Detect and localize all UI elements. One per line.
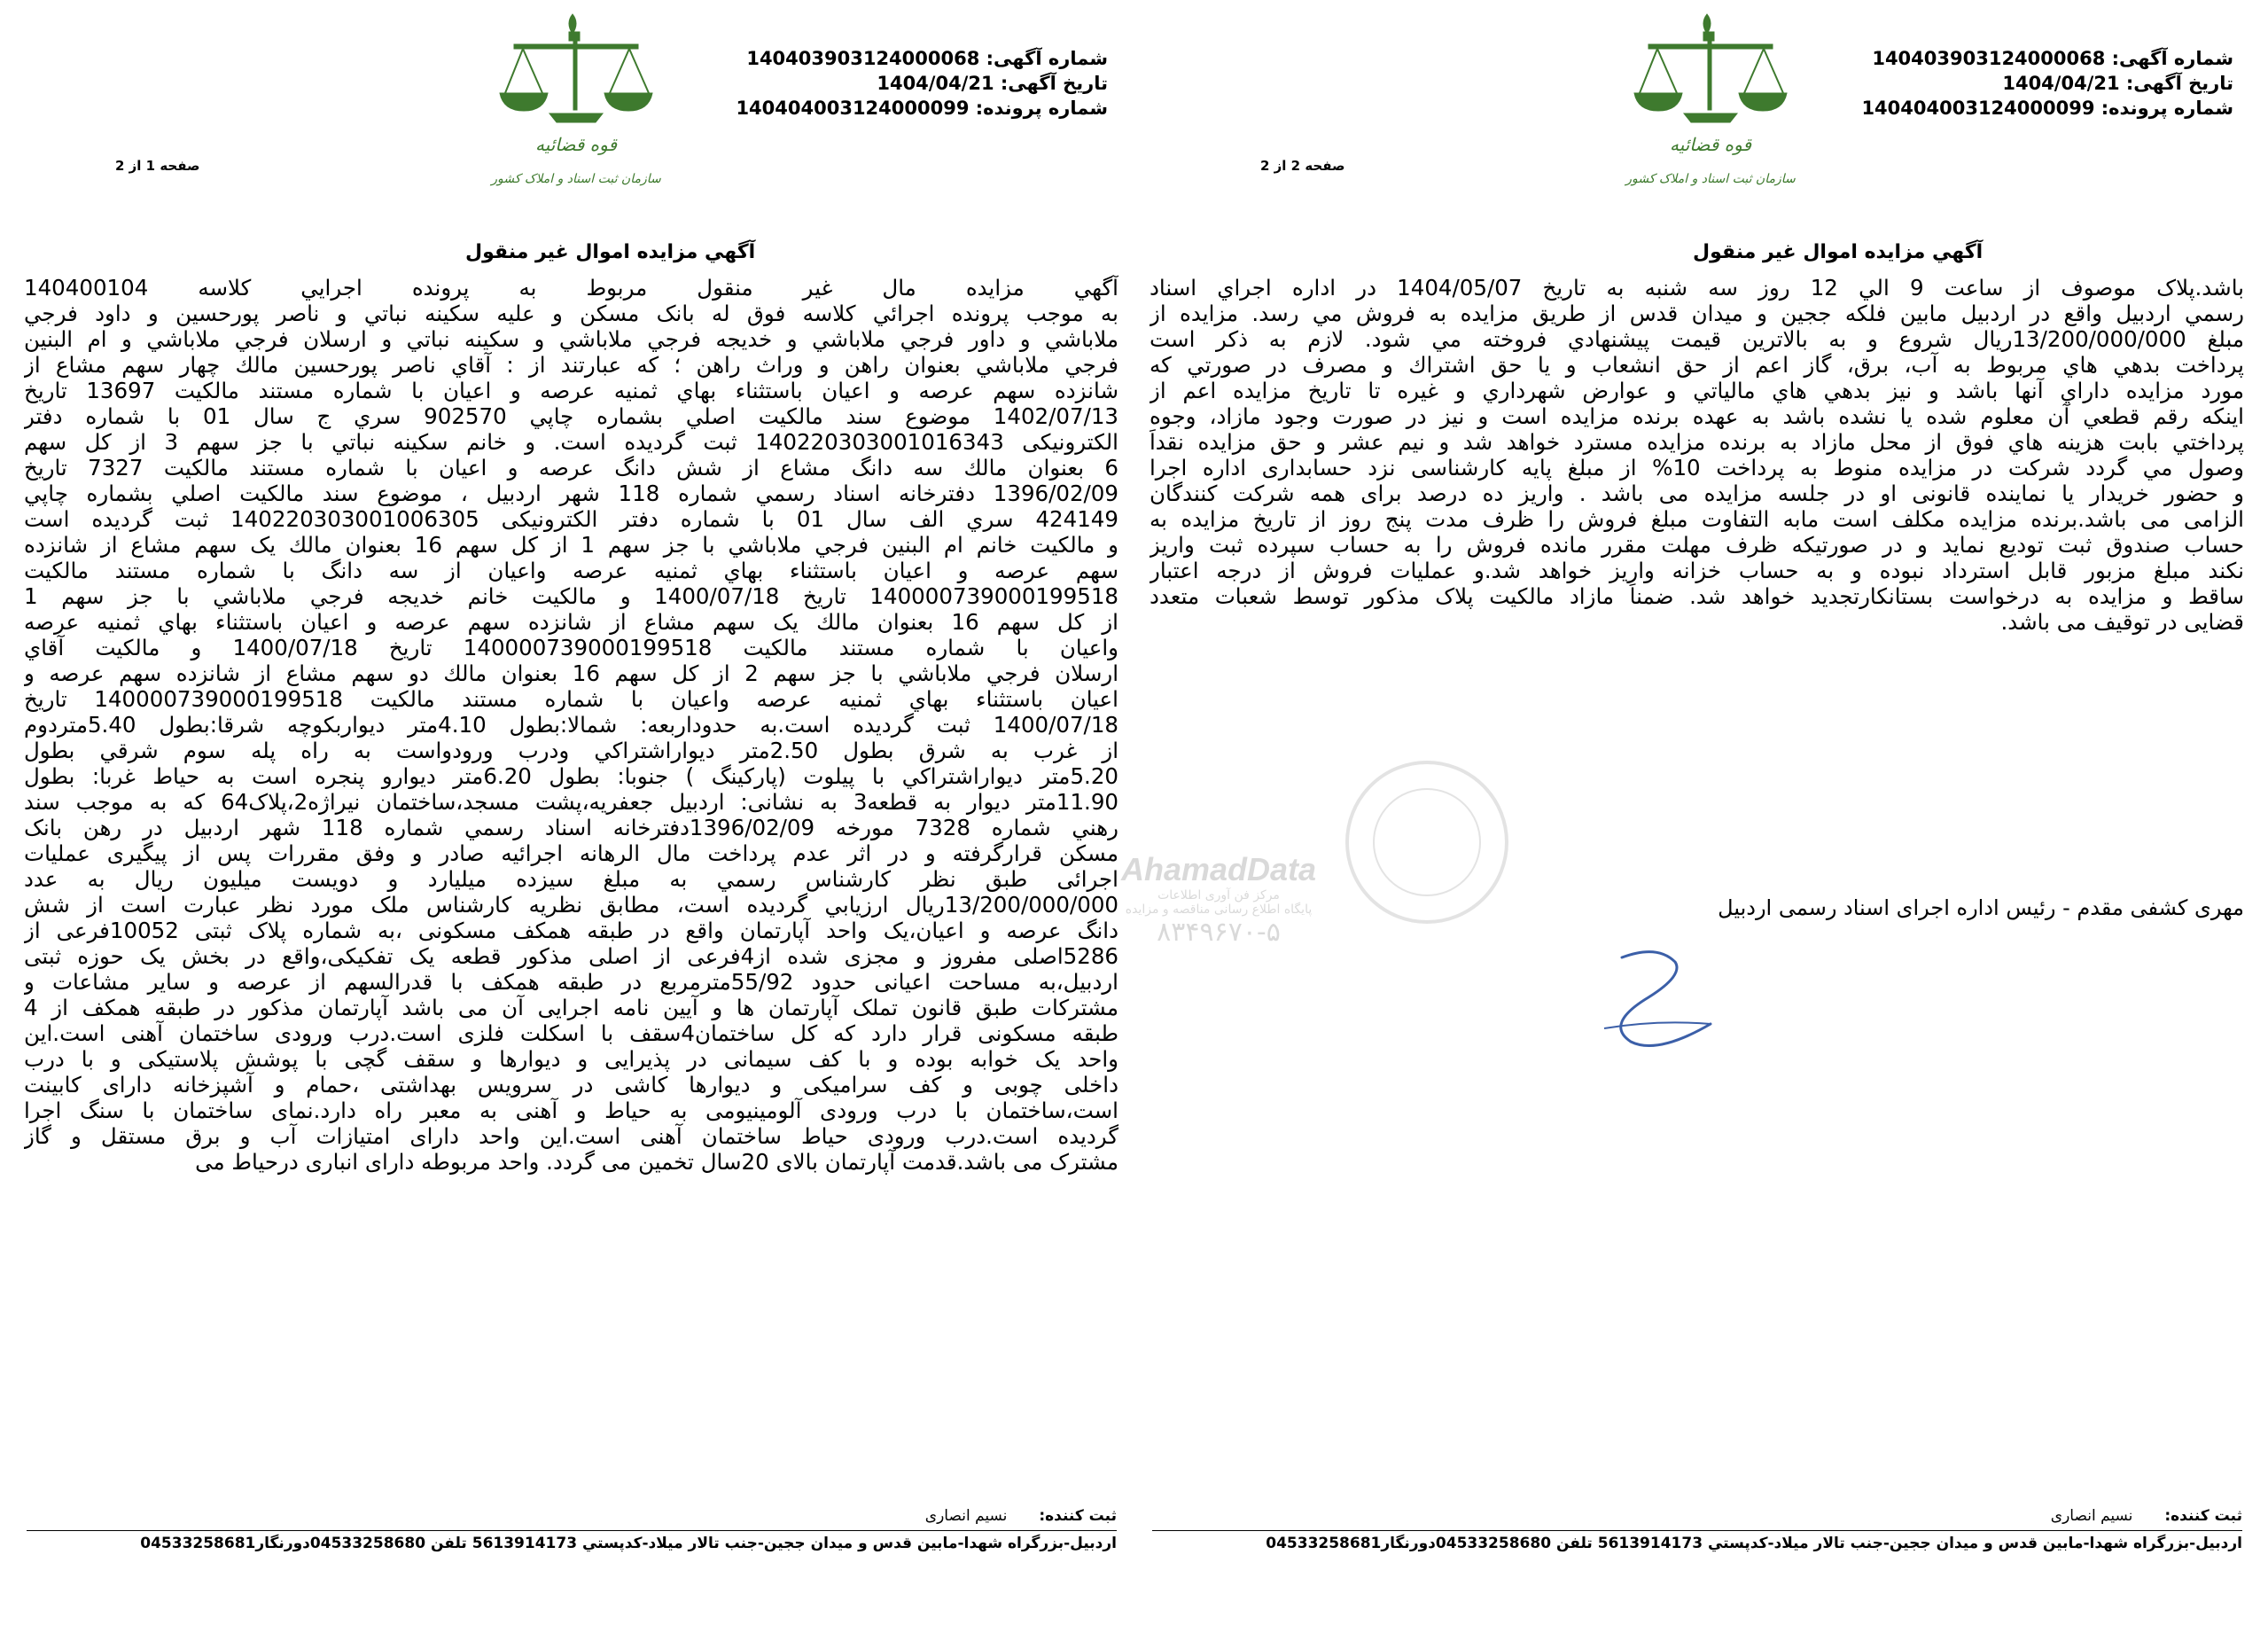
handwritten-signature-icon	[1569, 940, 1746, 1064]
body-line: وصول مي گردد شركت در مزايده منوط به پرداخت 10% از مبلغ پايه كارشناسی نزد حسابداری اداره اجرا	[1150, 455, 2244, 481]
body-line: سهم عرصه و اعيان باستثناء بهاي ثمنيه عرصه واعيان از سه دانگ با شماره مستند مالكيت	[24, 558, 1118, 583]
body-line: 6 بعنوان مالك سه دانگ مشاع از شش دانگ عرصه و اعيان با شماره مستند مالكيت 7327 تاريخ	[24, 455, 1118, 481]
body-line: پرداختي بابت هزينه هاي فوق از محل مازاد به برنده مزايده مسترد خواهد شد و نيم عشر و حق مزايده نقداً	[1150, 429, 2244, 455]
body-line: حساب صندوق ثبت توديع نمايد و در صورتيكه ظرف مهلت مقرر مانده فروش را به حساب سپرده ثبت واريز	[1150, 532, 2244, 558]
svg-text:سازمان ثبت اسناد و املاک کشور: سازمان ثبت اسناد و املاک کشور	[491, 172, 661, 186]
faded-stamp-icon	[1338, 754, 1516, 931]
body-line: مبلغ 13/200/000/000ريال شروع و به بالاترين قيمت پيشنهادي فروخته مي شود. لازم به ذكر است	[1150, 326, 2244, 352]
body-line: فرجي ملاباشي بعنوان راهن و وراث راهن ؛ كه عبارتند از : آقاي ناصر پورحسين مالك چهار سهم مشاع از	[24, 352, 1118, 378]
watermark-logo: AhamadData مرکز فن آوری اطلاعات پایگاه اطلاع رسانی مناقصه و مزایده ۸۳۴۹۶۷۰-۵	[1120, 851, 1317, 948]
body-line: آگهي مزايده مال غير منقول مربوط به پرونده اجرايي كلاسه 140400104	[24, 275, 1118, 301]
svg-text:سازمان ثبت اسناد و املاک کشور: سازمان ثبت اسناد و املاک کشور	[1625, 172, 1796, 186]
ad-date-row: تاریخ آگهی: 1404/04/21	[877, 73, 1108, 94]
body-line: باشد.پلاک موصوف از ساعت 9 الي 12 روز سه شنبه به تاريخ 1404/05/07 در اداره اجراي اسناد	[1150, 275, 2244, 301]
svg-text:قوه قضائیه: قوه قضائیه	[1669, 134, 1752, 155]
body-line: 424149 سري الف سال 01 با شماره دفتر الكترونيكی 140220303001006305 ثبت گرديده است	[24, 506, 1118, 532]
svg-text:قوه قضائیه: قوه قضائیه	[534, 134, 618, 155]
body-line: به موجب پرونده اجرائي كلاسه فوق له بانک مسکن و عليه سكينه نباتي و ناصر پورحسين و داود فرجي	[24, 301, 1118, 326]
body-line: و مالكيت خانم ام البنين فرجي ملاباشي با جز سهم 1 از كل سهم 16 بعنوان مالك يک سهم مشاع از شانزده	[24, 532, 1118, 558]
page-footer	[1152, 1507, 2242, 1552]
judiciary-emblem-logo	[1622, 9, 1799, 204]
body-line: مورد مزايده داراي آنها باشد و نيز بدهي هاي مالياتي و عوارض شهرداري و غيره تا تاريخ مزايده اعم از	[1150, 378, 2244, 403]
body-line: اينكه رقم قطعي آن معلوم شده يا نشده باشد به عهده برنده مزايده است و نيز در صورت وجود مازاد، وجوه	[1150, 403, 2244, 429]
body-line: مشتركات طبق قانون تملک آپارتمان ها و آيين نامه اجرايی آن می باشد آپارتمان مذكور در طبقه همكف از 4	[24, 995, 1118, 1020]
judiciary-emblem-logo	[487, 9, 665, 204]
body-line: اردبيل،به مساحت اعيانی حدود 55/92مترمربع در طبقه همكف با قدرالسهم از عرصه و ساير مشاعات و	[24, 969, 1118, 995]
body-line: ارسلان فرجي ملاباشي با جز سهم 2 از كل سهم 16 بعنوان مالك دو سهم مشاع از شانزده سهم عرصه و	[24, 660, 1118, 686]
body-line: 5.20متر ديواراشتراكي با پيلوت (پاركينگ ) جنوبا: بطول 6.20متر ديوارو پنجره است به حياط غربا: بطول	[24, 763, 1118, 789]
ad-meta-block	[736, 46, 1108, 121]
page-number: صفحه 2 از 2	[1260, 158, 1345, 174]
ad-meta-block	[1861, 46, 2233, 121]
page-footer	[27, 1507, 1117, 1552]
office-address: اردبيل-بزرگراه شهدا-مابين قدس و ميدان ججين-جنب تالار ميلاد-كدپستي 5613914173 تلفن 04533258680دورنگار04533258681	[140, 1535, 1117, 1552]
file-number-row: شماره پرونده: 140404003124000099	[1861, 98, 2233, 119]
body-line: دانگ عرصه و اعيان،يک واحد آپارتمان واقع در طبقه همكف مسكونی ،به شماره پلاک ثبتی 10052فرعی از	[24, 918, 1118, 943]
body-line: اعيان باستثناء بهاي ثمنيه عرصه واعيان با شماره مستند مالكيت 140000739000199518 تاريخ	[24, 686, 1118, 712]
body-line: قضايی در توقيف می باشد.	[2000, 609, 2244, 635]
body-line: است،ساختمان با درب ورودی آلومينيومی به حياط و آهنی به معبر راه دارد.نمای ساختمان با سنگ اجرا	[24, 1098, 1118, 1123]
body-line: ملاباشي و داور فرجي ملاباشي و خديجه فرجي ملاباشي و سكينه نباتي و ارسلان فرجي ملاباشي و ام البنين	[24, 326, 1118, 352]
body-line: نكند مبلغ مزبور قابل استرداد نبوده و به حساب خزانه واريز خواهد شد.و عمليات فروش از درجه اعتبار	[1150, 558, 2244, 583]
body-line: پرداخت بدهي هاي مربوط به آب، برق، گاز اعم از حق انشعاب و يا حق اشتراك و مصرف در صورتي كه	[1150, 352, 2244, 378]
announcement-page-1	[18, 0, 1126, 1633]
file-number-row: شماره پرونده: 140404003124000099	[736, 98, 1108, 119]
body-line: اجرائی طبق نظر كارشناس رسمي به مبلغ سيزده ميليارد و دويست ميليون ريال به عدد	[24, 866, 1118, 892]
announcement-title: آگهي مزايده اموال غير منقول	[465, 241, 756, 263]
body-line: مسكن قرارگرفته و در اثر عدم پرداخت مال الرهانه اجرائيه صادر و وفق مقررات پس از پيگيری عمليات	[24, 840, 1118, 866]
body-line: 13/200/000/000ريال ارزيابي گرديده است، مطابق نظريه كارشناس ملک مورد نظر عبارت است از شش	[24, 892, 1118, 918]
body-line: رهني شماره 7328 مورخه 1396/02/09دفترخانه اسناد رسمي شماره 118 شهر اردبيل در رهن بانک	[24, 815, 1118, 840]
announcement-page-2	[1120, 0, 2251, 1633]
body-line: گرديده است.درب ورودی حياط ساختمان آهنی است.اين واحد دارای امتيازات آب و برق مستقل و گاز	[24, 1123, 1118, 1149]
page-number: صفحه 1 از 2	[115, 158, 200, 174]
body-line: داخلی چوبی و كف سراميكی و ديوارها كاشی در سرويس بهداشتی ،حمام و آشپزخانه دارای كابينت	[24, 1072, 1118, 1098]
announcement-body	[24, 275, 1118, 1175]
signatory-line: مهری كشفی مقدم - رئيس اداره اجرای اسناد رسمی اردبيل	[1718, 895, 2244, 920]
body-line: رسمي اردبيل واقع در اردبيل مابين فلكه ججين و ميدان قدس از طريق مزايده به فروش مي رسد. مزايده از	[1150, 301, 2244, 326]
body-line: 1402/07/13 موضوع سند مالكيت اصلي بشماره چاپي 902570 سري ج سال 01 با شماره دفتر	[24, 403, 1118, 429]
body-line: از غرب به شرق بطول 2.50متر ديواراشتراكي ودرب ورودواست به راه پله سوم شرقي بطول	[24, 738, 1118, 763]
office-address: اردبيل-بزرگراه شهدا-مابين قدس و ميدان ججين-جنب تالار ميلاد-كدپستي 5613914173 تلفن 04533258680دورنگار04533258681	[1266, 1535, 2242, 1552]
announcement-body	[1150, 275, 2244, 635]
announcement-title: آگهي مزايده اموال غير منقول	[1693, 241, 1984, 263]
body-line: واحد يک خوابه بوده و با كف سيمانی در پذيرايی و ديوارها و سقف گچی با پوشش پلاستيكی و با درب	[24, 1046, 1118, 1072]
body-line: 11.90متر ديوار به قطعه3 به نشانی: اردبيل جعفريه،پشت مسجد،ساختمان نيراژه2،پلاک64 كه به موجب سند	[24, 789, 1118, 815]
body-line: از كل سهم 16 بعنوان مالك يک سهم مشاع از شانزده سهم عرصه و اعيان باستثناء بهاي ثمنيه عرصه	[24, 609, 1118, 635]
body-line: 140000739000199518 تاريخ 1400/07/18 و مالكيت خانم خديجه فرجي ملاباشي با جز سهم 1	[24, 583, 1118, 609]
body-line: مشترک می باشد.قدمت آپارتمان بالای 20سال تخمين می گردد. واحد مربوطه دارای انباری درحياط می	[195, 1149, 1118, 1175]
body-line: الكترونيكی 140220303001016343 ثبت گرديده است. و خانم سكينه نباتي با جز سهم 3 از كل سهم	[24, 429, 1118, 455]
footer-divider	[1152, 1530, 2242, 1531]
recorder-line: ثبت کننده: نسیم انصاری	[924, 1507, 1117, 1525]
footer-divider	[27, 1530, 1117, 1531]
ad-number-row: شماره آگهی: 140403903124000068	[746, 48, 1108, 69]
body-line: الزامی می باشد.برنده مزايده مكلف است مابه التفاوت مبلغ فروش را ظرف مدت پنج روز از تاريخ مزايده به	[1150, 506, 2244, 532]
ad-number-row: شماره آگهی: 140403903124000068	[1872, 48, 2233, 69]
body-line: واعيان با شماره مستند مالكيت 140000739000199518 تاريخ 1400/07/18 و مالكيت آقاي	[24, 635, 1118, 660]
body-line: 5286اصلی مفروز و مجزی شده از4فرعی از اصلی مذكور قطعه يک تفكيکی،واقع در بخش يک حوزه ثبتی	[24, 943, 1118, 969]
body-line: و حضور خريدار يا نماينده قانونی او در جلسه مزايده می باشد . واريز ده درصد برای همه شركت كنندگان	[1150, 481, 2244, 506]
body-line: طبقه مسكونی قرار دارد كه كل ساختمان4سقف با اسكلت فلزی است.درب ورودی ساختمان آهنی است.اين	[24, 1020, 1118, 1046]
body-line: 1396/02/09 دفترخانه اسناد رسمي شماره 118 شهر اردبيل ، موضوع سند مالكيت اصلي بشماره چاپي	[24, 481, 1118, 506]
body-line: ساقط و مزايده به درخواست بستانكارتجديد خواهد شد. ضمناً مازاد مالكيت پلاک مذكور توسط شعبات متعدد	[1150, 583, 2244, 609]
recorder-line: ثبت کننده: نسیم انصاری	[2050, 1507, 2242, 1525]
body-line: 1400/07/18 ثبت گرديده است.به حدوداربعه: شمالا:بطول 4.10متر ديواربكوچه شرقا:بطول 5.40متردوم	[24, 712, 1118, 738]
ad-date-row: تاریخ آگهی: 1404/04/21	[2002, 73, 2233, 94]
body-line: شانزده سهم عرصه و اعيان باستثناء بهاي ثمنيه عرصه و اعيان با شماره مستند مالكيت 13697 تاريخ	[24, 378, 1118, 403]
